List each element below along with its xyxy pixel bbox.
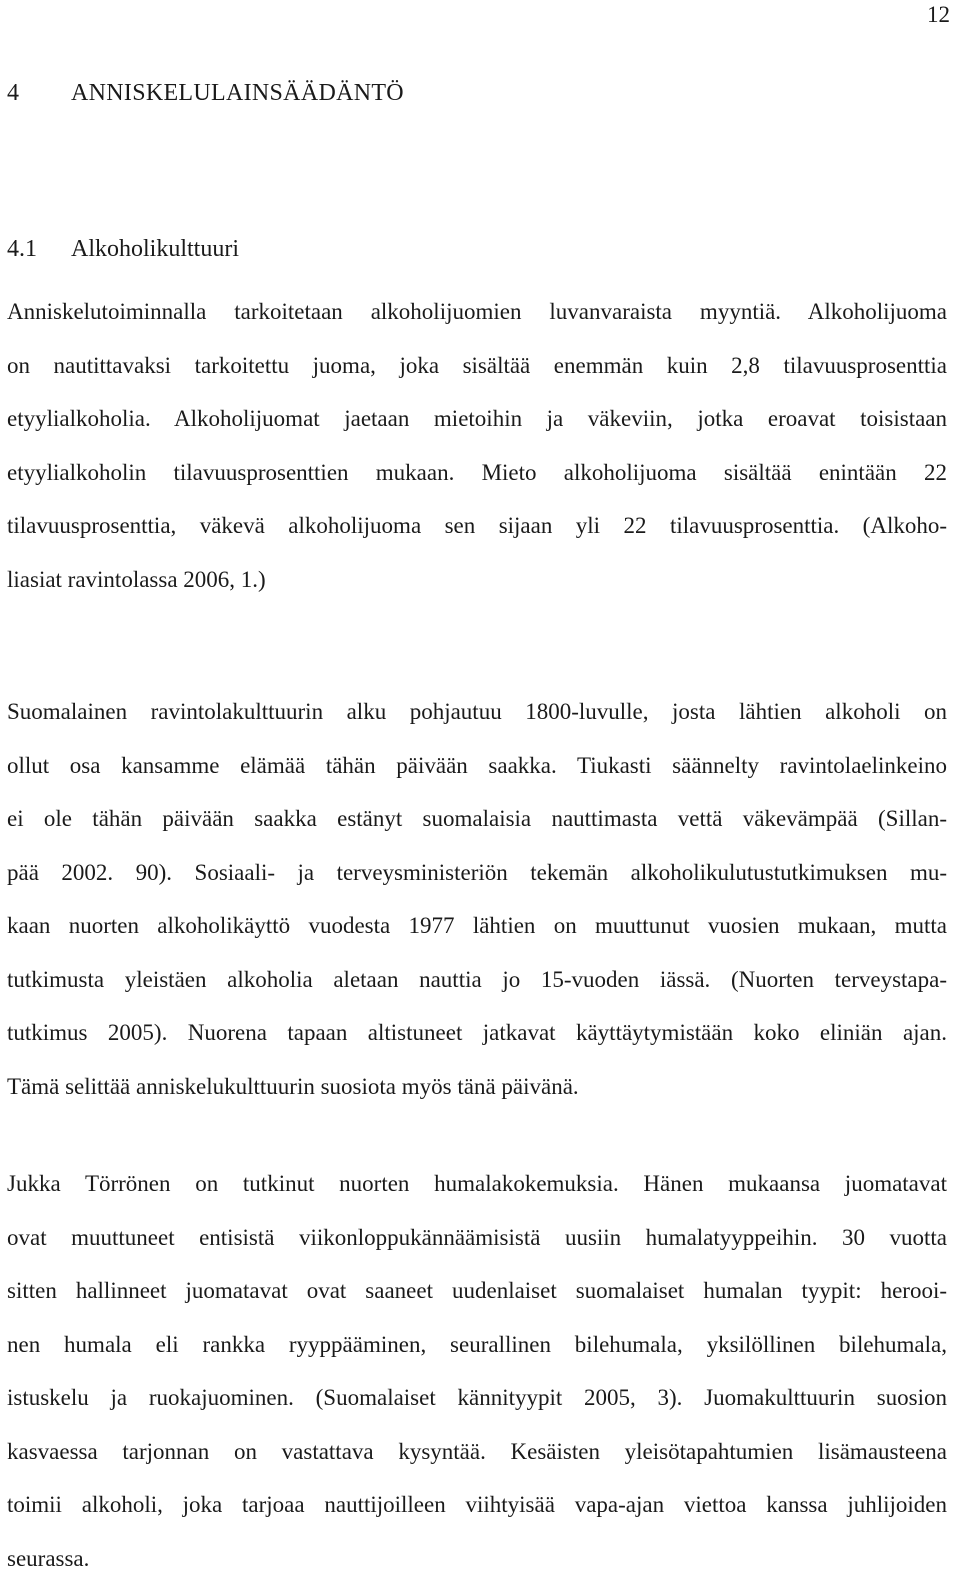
text-line: Suomalainen ravintolakulttuurin alku pohjautuu 1800-luvulle, josta lähtien alkoholi on [7, 699, 947, 724]
text-line: on nautittavaksi tarkoitettu juoma, joka sisältää enemmän kuin 2,8 tilavuusprosenttia [7, 352, 947, 378]
paragraph-1 [7, 285, 947, 606]
text-line: liasiat ravintolassa 2006, 1.) [7, 566, 266, 592]
text-line: ollut osa kansamme elämää tähän päivään saakka. Tiukasti säännelty ravintolaelinkeino [7, 752, 947, 778]
text-line: Jukka Törrönen on tutkinut nuorten humalakokemuksia. Hänen mukaansa juomatavat [7, 1171, 947, 1196]
text-line: istuskelu ja ruokajuominen. (Suomalaiset kännityypit 2005, 3). Juomakulttuurin suosion [7, 1385, 947, 1410]
chapter-number: 4 [7, 80, 20, 106]
chapter-heading [7, 80, 404, 107]
section-heading [7, 236, 239, 263]
text-line: sitten hallinneet juomatavat ovat saaneet uudenlaiset suomalaiset humalan tyypit: herooi- [7, 1278, 947, 1303]
page-number: 12 [927, 2, 950, 27]
text-line: ovat muuttuneet entisistä viikonloppukännäämisistä uusiin humalatyyppeihin. 30 vuotta [7, 1224, 947, 1250]
text-line: tutkimusta yleistäen alkoholia aletaan nauttia jo 15-vuoden iässä. (Nuorten terveystapa- [7, 966, 947, 992]
text-line: kaan nuorten alkoholikäyttö vuodesta 1977 lähtien on muuttunut vuosien mukaan, mutta [7, 913, 947, 938]
text-line: tilavuusprosenttia, väkevä alkoholijuoma sen sijaan yli 22 tilavuusprosenttia. (Alkoho- [7, 513, 947, 538]
section-title: Alkoholikulttuuri [71, 236, 239, 262]
paragraph-2 [7, 685, 947, 1113]
text-line: kasvaessa tarjonnan on vastattava kysyntää. Kesäisten yleisötapahtumien lisämausteena [7, 1438, 947, 1464]
text-line: seurassa. [7, 1545, 90, 1571]
chapter-title: ANNISKELULAINSÄÄDÄNTÖ [71, 80, 404, 106]
text-line: ei ole tähän päivään saakka estänyt suomalaisia nauttimasta vettä väkevämpää (Sillan- [7, 806, 947, 831]
text-line: nen humala eli rankka ryyppääminen, seurallinen bilehumala, yksilöllinen bilehumala, [7, 1331, 947, 1357]
text-line: tutkimus 2005). Nuorena tapaan altistuneet jatkavat käyttäytymistään koko eliniän ajan. [7, 1020, 947, 1045]
paragraph-3 [7, 1157, 947, 1585]
text-line: Anniskelutoiminnalla tarkoitetaan alkoholijuomien luvanvaraista myyntiä. Alkoholijuoma [7, 299, 947, 324]
text-line: pää 2002. 90). Sosiaali- ja terveysministeriön tekemän alkoholikulutustutkimuksen mu- [7, 859, 947, 885]
text-line: etyylialkoholia. Alkoholijuomat jaetaan mietoihin ja väkeviin, jotka eroavat toisistaan [7, 406, 947, 431]
text-line: etyylialkoholin tilavuusprosenttien mukaan. Mieto alkoholijuoma sisältää enintään 22 [7, 459, 947, 485]
text-line: Tämä selittää anniskelukulttuurin suosiota myös tänä päivänä. [7, 1073, 579, 1099]
section-number: 4.1 [7, 236, 37, 262]
text-line: toimii alkoholi, joka tarjoaa nauttijoilleen viihtyisää vapa-ajan viettoa kanssa juhlijoiden [7, 1492, 947, 1517]
